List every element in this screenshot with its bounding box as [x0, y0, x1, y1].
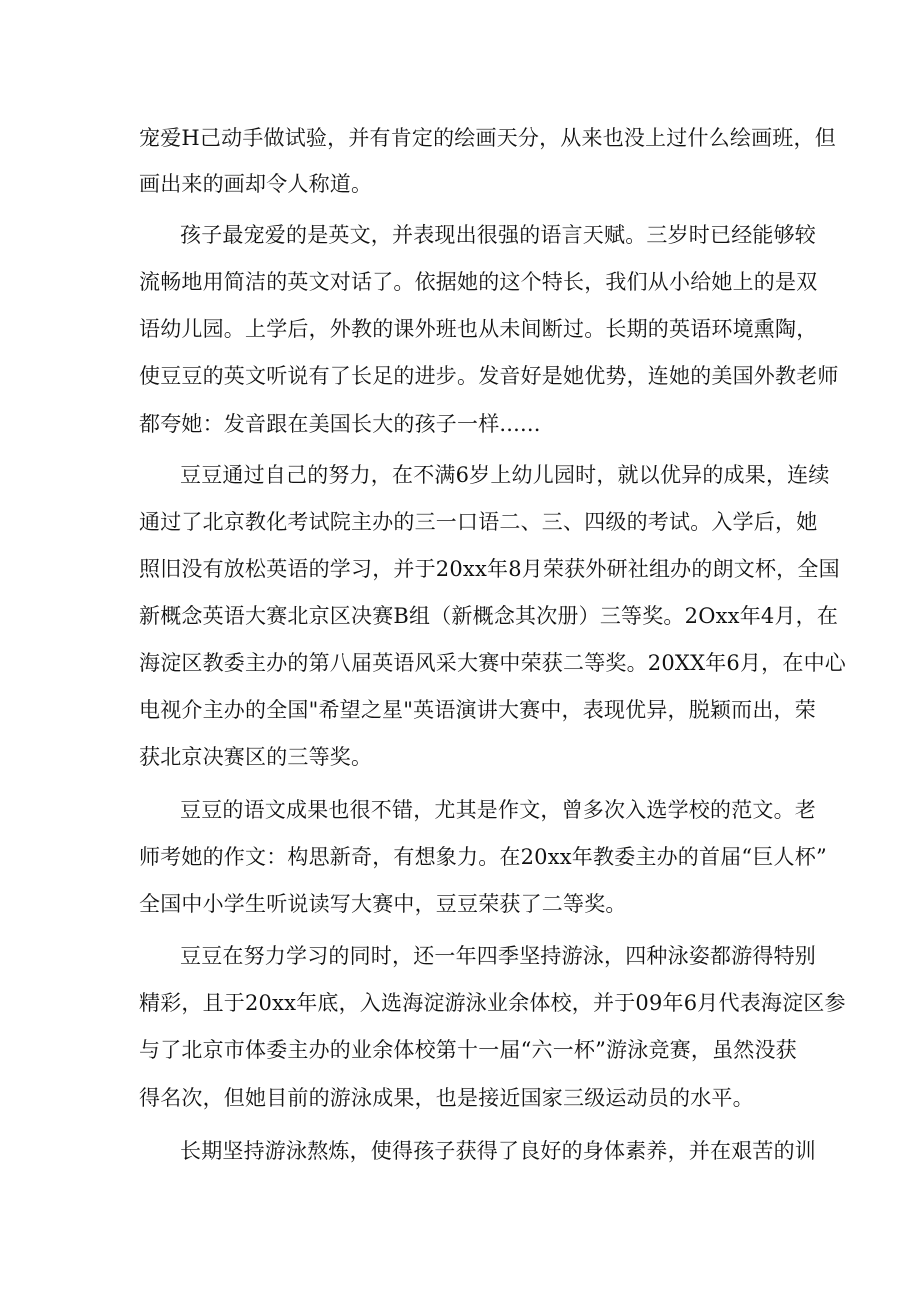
text-line: 宠爱H己动手做试验，并有肯定的绘画天分，从来也没上过什么绘画班，但: [139, 126, 836, 150]
paragraph-first-line: 豆豆通过自己的努力，在不满6岁上幼儿园时，就以优异的成果，连续: [180, 463, 830, 487]
text-line: 流畅地用简洁的英文对话了。依据她的这个特长，我们从小给她上的是双: [139, 270, 818, 294]
text-line: 精彩，且于20xx年底，入选海淀游泳业余体校，并于09年6月代表海淀区参: [139, 991, 846, 1015]
text-line: 语幼儿园。上学后，外教的课外班也从未间断过。长期的英语环境熏陶，: [139, 317, 818, 341]
text-line: 使豆豆的英文听说有了长足的进步。发音好是她优势，连她的美国外教老师: [139, 364, 839, 388]
text-line: 画出来的画却令人称道。: [139, 172, 373, 196]
text-line: 全国中小学生听说读写大赛中，豆豆荣获了二等奖。: [139, 892, 627, 916]
text-line: 得名次，但她目前的游泳成果，也是接近国家三级运动员的水平。: [139, 1086, 754, 1110]
text-line: 照旧没有放松英语的学习，并于20xx年8月荣获外研社组办的朗文杯，全国: [139, 557, 840, 581]
text-line: 新概念英语大赛北京区决赛B组（新概念其次册）三等奖。2Oxx年4月，在: [139, 604, 839, 628]
paragraph-first-line: 长期坚持游泳熬炼，使得孩子获得了良好的身体素养，并在艰苦的训: [180, 1139, 816, 1163]
text-line: 海淀区教委主办的第八届英语风采大赛中荣获二等奖。20XX年6月，在中心: [139, 651, 846, 675]
text-line: 师考她的作文：构思新奇，有想象力。在20xx年教委主办的首届“巨人杯”: [139, 845, 827, 869]
text-line: 获北京决赛区的三等奖。: [139, 745, 373, 769]
paragraph-first-line: 豆豆在努力学习的同时，还一年四季坚持游泳，四种泳姿都游得特别: [180, 944, 816, 968]
paragraph-first-line: 孩子最宠爱的是英文，并表现出很强的语言天赋。三岁时已经能够较: [180, 223, 816, 247]
text-line: 电视介主办的全国"希望之星"英语演讲大赛中，表现优异，脱颖而出，荣: [139, 698, 816, 722]
text-line: 通过了北京教化考试院主办的三一口语二、三、四级的考试。入学后，她: [139, 510, 818, 534]
paragraph-first-line: 豆豆的语文成果也很不错，尤其是作文，曾多次入选学校的范文。老: [180, 798, 816, 822]
text-line: 与了北京市体委主办的业余体校第十一届“六一杯”游泳竞赛，虽然没获: [139, 1038, 797, 1062]
text-line: 都夸她：发音跟在美国长大的孩子一样......: [139, 412, 541, 436]
